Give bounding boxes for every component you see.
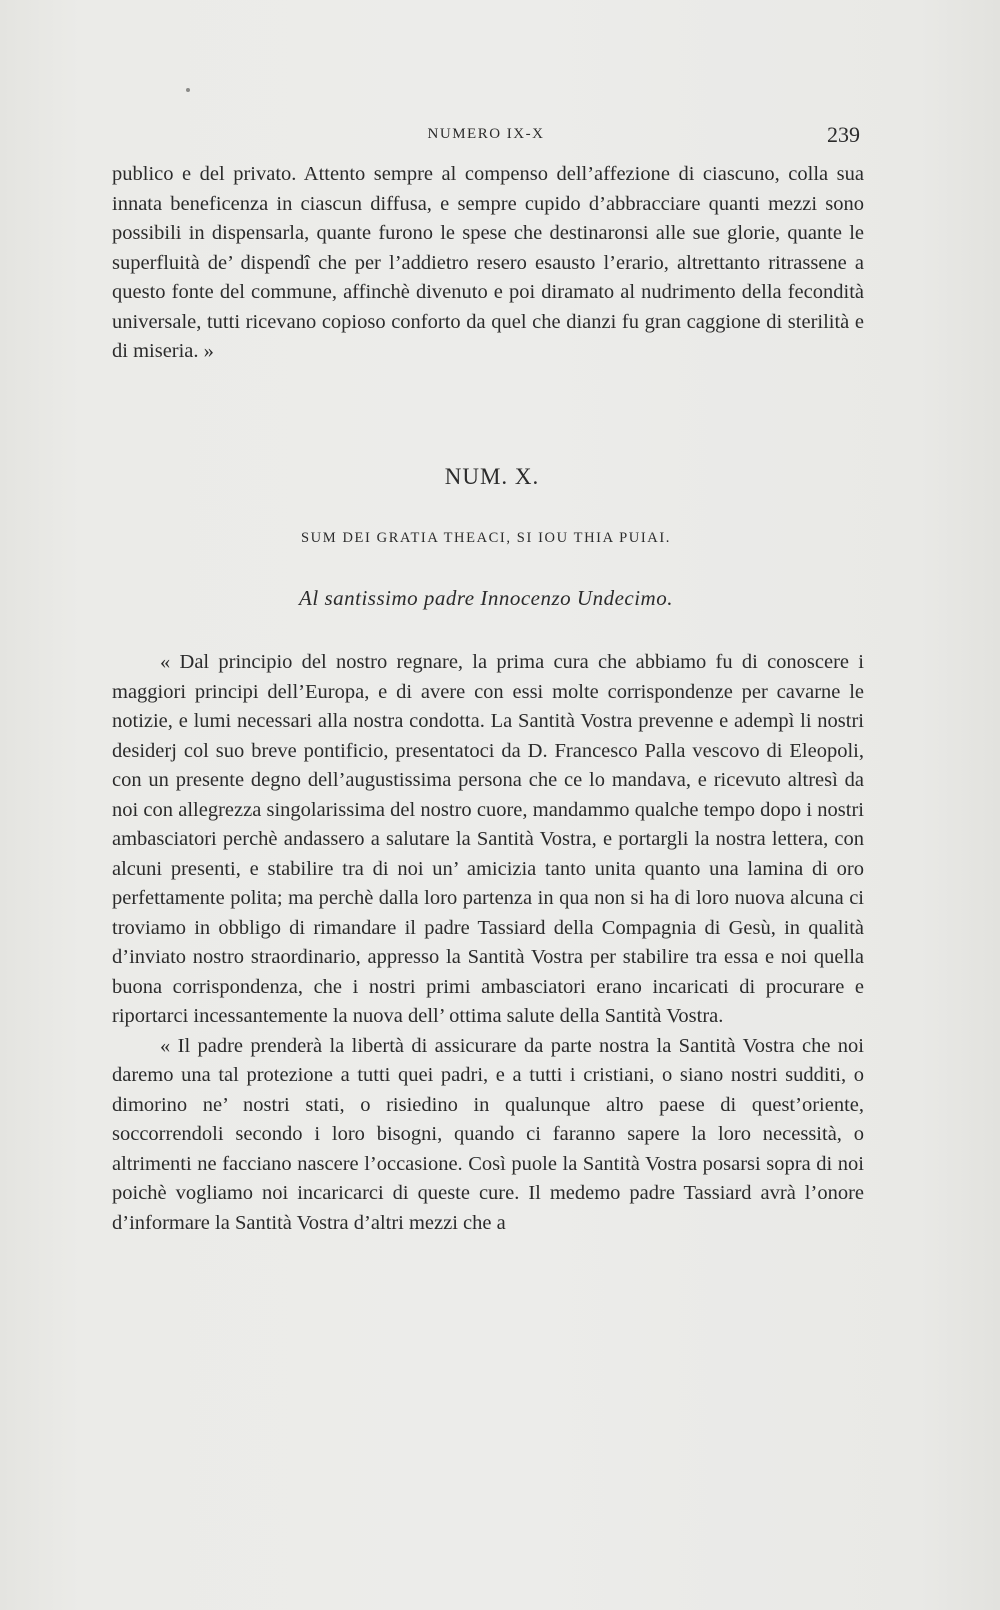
letter-salutation: Al santissimo padre Innocenzo Undecimo. [299,586,673,610]
paragraph: publico e del privato. Attento sempre al compenso dell’affezione di ciascuno, colla sua innata beneficenza in ciascun diffusa, e sempre cupido d’abbracciare quanti mezzi sono possibili in dispensarla, quante furono le spese che destinaronsi alle sue glorie, quante le superfluità de’ dispendî che per l’addietro resero esausto l’erario, altrettanto ritrassene a questo fonte del commune, affinchè divenuto e poi diramato al nudrimento della fecondità universale, tutti ricevano copioso conforto da quel che dianzi fu gran caggione di sterilità e di miseria. » [112,163,864,362]
paragraph: « Il padre prenderà la libertà di assicurare da parte nostra la Santità Vostra che noi daremo una tal protezione a tutti quei padri, e a tutti i cristiani, o siano nostri sudditi, o dimorino ne’ nostri stati, o risiedino in qualunque altro paese di quest’oriente, soccorrendoli secondo i loro bisogni, quando ci faranno sapere la loro necessità, o altrimenti ne facciano nascere l’occasione. Così puole la Santità Vostra posarsi sopra di noi poichè vogliamo noi incaricarci di queste cure. Il medemo padre Tassiard avrà l’onore d’informare la Santità Vostra d’altri mezzi che a [112,1034,864,1234]
page-header [112,122,860,146]
text-block-top [112,160,864,367]
ink-speck [186,88,190,92]
section-motto: SUM DEI GRATIA THEACI, SI IOU THIA PUIAI. [301,530,671,546]
running-title: NUMERO IX-X [427,126,545,142]
paragraph: « Dal principio del nostro regnare, la prima cura che abbiamo fu di conoscere i maggiori principi dell’Europa, e di avere con essi molte corrispondenze per cavarne le notizie, e lumi necessari alla nostra condotta. La Santità Vostra prevenne e adempì li nostri desiderj col suo breve pontificio, presentatoci da D. Francesco Palla vescovo di Eleopoli, con un presente degno dell’augustissima persona che ce lo mandava, e ricevuto altresì da noi con allegrezza singolarissima del nostro cuore, mandammo qualche tempo dopo i nostri ambasciatori perchè andassero a salutare la Santità Vostra, e portargli la nostra lettera, con alcuni presenti, e stabilire tra di noi un’ amicizia tanto unita quanto una lamina di oro perfettamente polita; ma perchè dalla loro partenza in qua non si ha di loro nuova alcuna ci troviamo in obbligo di rimandare il padre Tassiard della Compagnia di Gesù, in qualità d’inviato nostro straordinario, appresso la Santità Vostra per stabilire tra essa e noi quella buona corrispondenza, che i nostri primi ambasciatori erano incaricati di procurare e riportarci incessantemente la nuova dell’ ottima salute della Santità Vostra. [112,651,864,1027]
page-number: 239 [827,122,860,147]
section-heading: NUM. X. [444,464,540,489]
text-block-letter [112,648,864,1238]
